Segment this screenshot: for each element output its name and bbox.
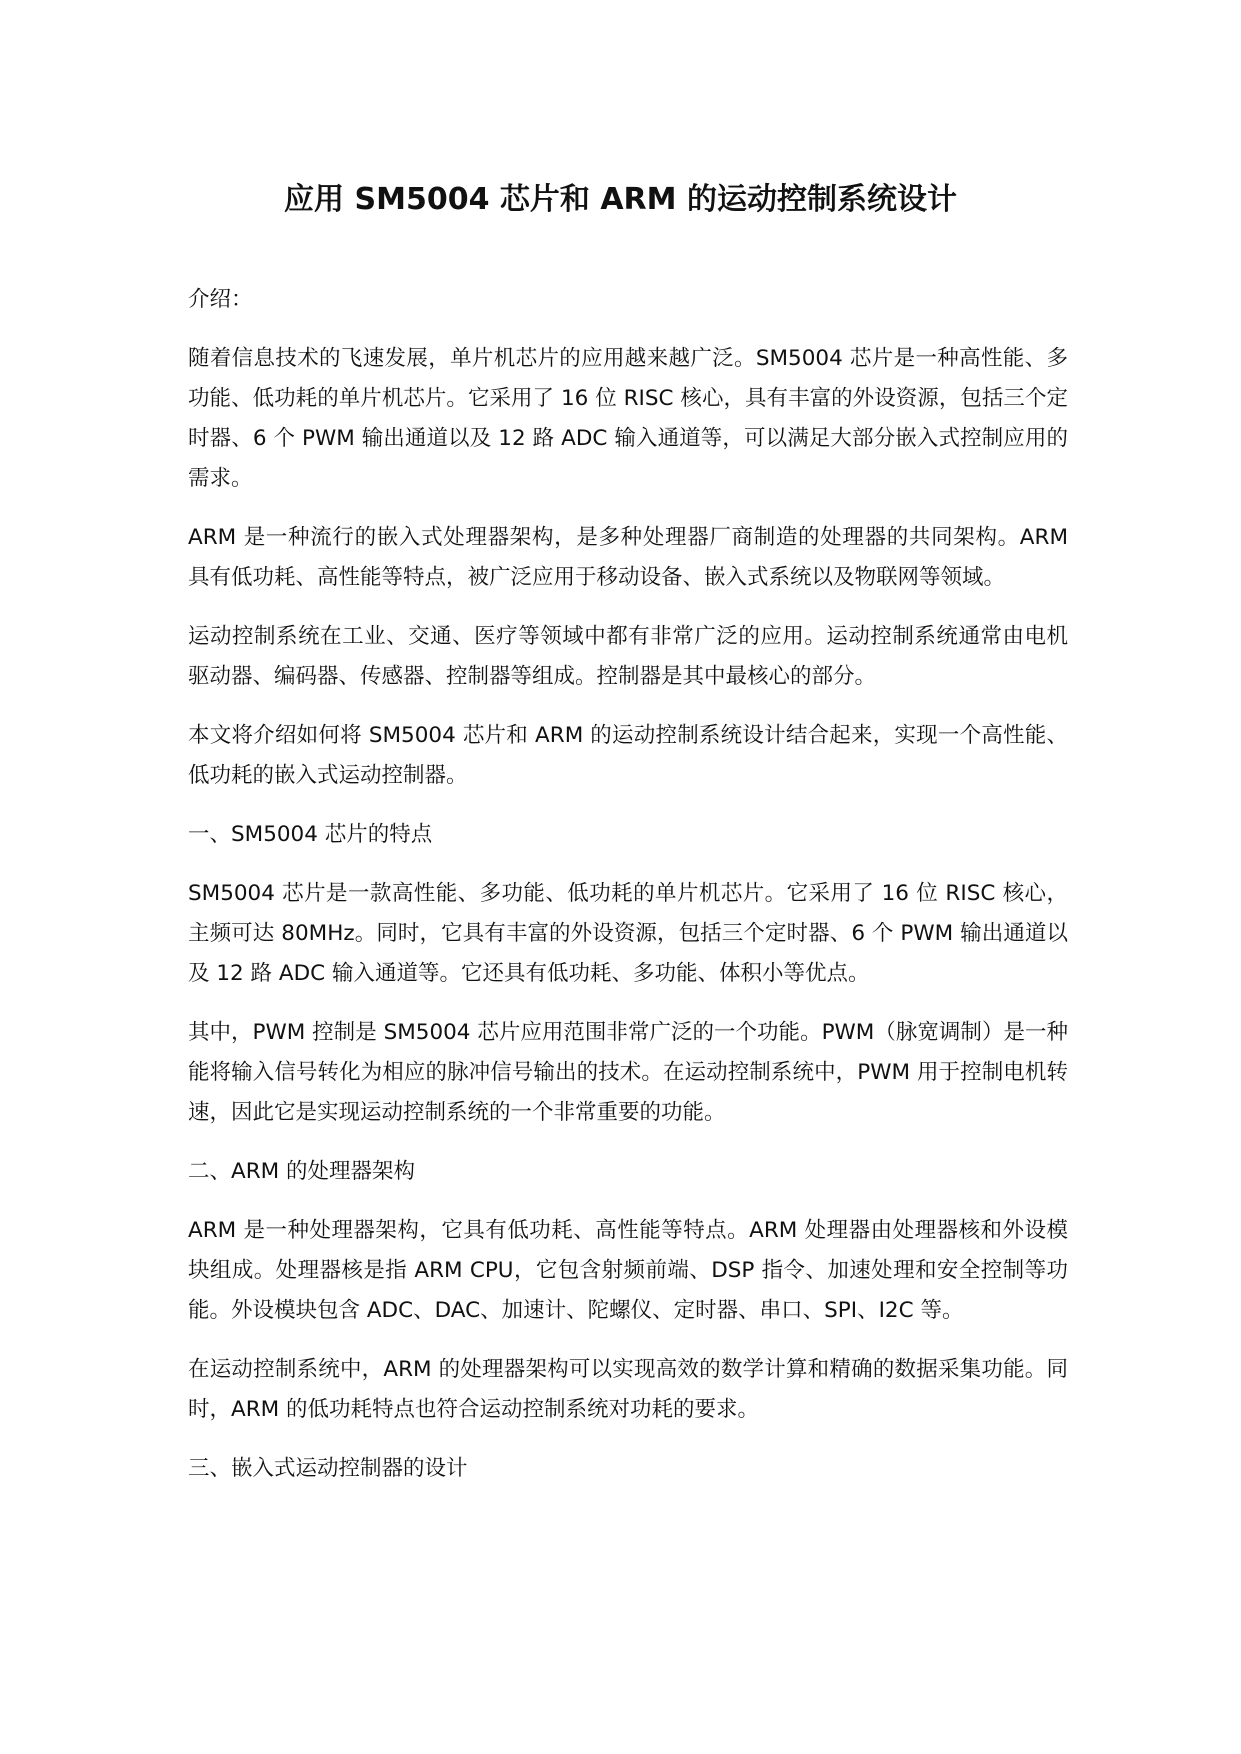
intro-label: 介绍： bbox=[188, 287, 253, 312]
intro-paragraph-3: 运动控制系统在工业、交通、医疗等领域中都有非常广泛的应用。运动控制系统通常由电机驱动器、编码器、传感器、控制器等组成。控制器是其中最核心的部分。 bbox=[188, 624, 1068, 689]
section-1-heading: 一、SM5004 芯片的特点 bbox=[188, 822, 433, 847]
document-title: 应用 SM5004 芯片和 ARM 的运动控制系统设计 bbox=[284, 182, 957, 217]
section-2-paragraph-2: 在运动控制系统中，ARM 的处理器架构可以实现高效的数学计算和精确的数据采集功能。同时，ARM 的低功耗特点也符合运动控制系统对功耗的要求。 bbox=[188, 1357, 1068, 1422]
section-2-paragraph-1: ARM 是一种处理器架构，它具有低功耗、高性能等特点。ARM 处理器由处理器核和外设模块组成。处理器核是指 ARM CPU，它包含射频前端、DSP 指令、加速处理和安全控制等功能。外设模块包含 ADC、DAC、加速计、陀螺仪、定时器、串口、SPI、I2C 等。 bbox=[188, 1218, 1068, 1323]
section-3-heading: 三、嵌入式运动控制器的设计 bbox=[188, 1456, 468, 1481]
intro-paragraph-4: 本文将介绍如何将 SM5004 芯片和 ARM 的运动控制系统设计结合起来，实现一个高性能、低功耗的嵌入式运动控制器。 bbox=[188, 723, 1068, 788]
section-1-paragraph-2: 其中，PWM 控制是 SM5004 芯片应用范围非常广泛的一个功能。PWM（脉宽调制）是一种能将输入信号转化为相应的脉冲信号输出的技术。在运动控制系统中，PWM 用于控制电机转速，因此它是实现运动控制系统的一个非常重要的功能。 bbox=[188, 1020, 1068, 1125]
section-1-paragraph-1: SM5004 芯片是一款高性能、多功能、低功耗的单片机芯片。它采用了 16 位 RISC 核心，主频可达 80MHz。同时，它具有丰富的外设资源，包括三个定时器、6 个 PWM 输出通道以及 12 路 ADC 输入通道等。它还具有低功耗、多功能、体积小等优点。 bbox=[188, 881, 1068, 986]
intro-paragraph-1: 随着信息技术的飞速发展，单片机芯片的应用越来越广泛。SM5004 芯片是一种高性能、多功能、低功耗的单片机芯片。它采用了 16 位 RISC 核心，具有丰富的外设资源，包括三个定时器、6 个 PWM 输出通道以及 12 路 ADC 输入通道等，可以满足大部分嵌入式控制应用的需求。 bbox=[188, 346, 1068, 491]
document-body bbox=[188, 280, 1068, 1508]
intro-paragraph-2: ARM 是一种流行的嵌入式处理器架构，是多种处理器厂商制造的处理器的共同架构。ARM 具有低功耗、高性能等特点，被广泛应用于移动设备、嵌入式系统以及物联网等领域。 bbox=[188, 525, 1068, 590]
section-2-heading: 二、ARM 的处理器架构 bbox=[188, 1159, 416, 1184]
